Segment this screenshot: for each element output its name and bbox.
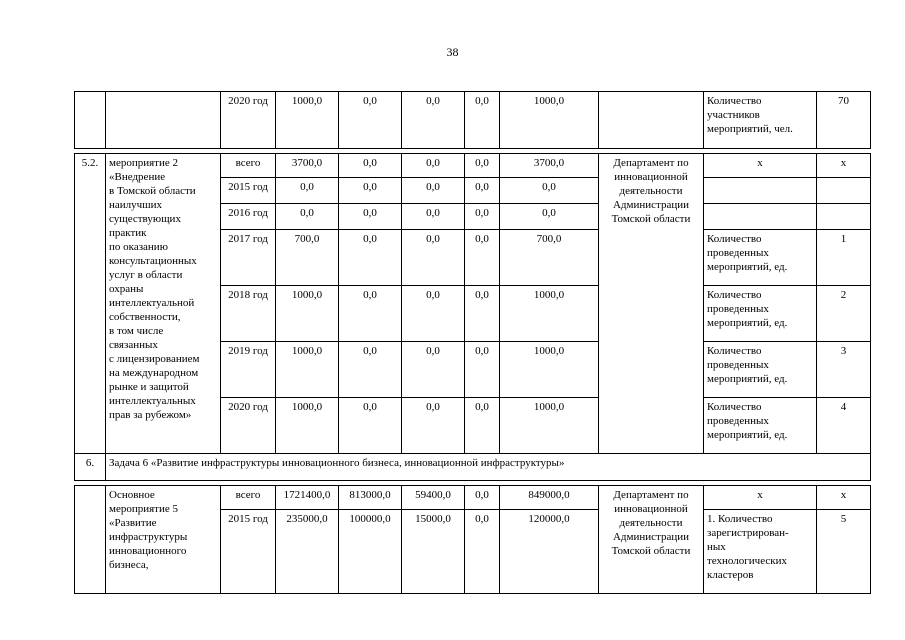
finance-federal-cell: 0,0 [339, 230, 402, 286]
table-row [75, 154, 871, 178]
year-cell: 2019 год [221, 342, 276, 398]
year-cell: всего [221, 486, 276, 510]
finance-other-cell: 3700,0 [500, 154, 599, 178]
finance-other-cell: 0,0 [500, 178, 599, 204]
finance-total-cell: 1000,0 [276, 92, 339, 149]
finance-total-cell: 1000,0 [276, 286, 339, 342]
year-cell: 2017 год [221, 230, 276, 286]
finance-other-cell: 120000,0 [500, 510, 599, 594]
target-cell [817, 178, 871, 204]
finance-local-cell: 0,0 [465, 154, 500, 178]
finance-local-cell: 0,0 [465, 286, 500, 342]
row-number-cell: 6. [75, 454, 106, 481]
row-number-cell [75, 486, 106, 594]
finance-local-cell: 0,0 [465, 510, 500, 594]
finance-regional-cell: 0,0 [402, 204, 465, 230]
finance-regional-cell: 0,0 [402, 92, 465, 149]
finance-regional-cell: 0,0 [402, 398, 465, 454]
executor-cell: Департамент по инновационной деятельности Администрации Томской области [599, 486, 704, 594]
finance-regional-cell: 59400,0 [402, 486, 465, 510]
finance-federal-cell: 0,0 [339, 342, 402, 398]
finance-local-cell: 0,0 [465, 486, 500, 510]
finance-regional-cell: 0,0 [402, 154, 465, 178]
finance-total-cell: 1000,0 [276, 398, 339, 454]
target-cell: х [817, 154, 871, 178]
indicator-cell [704, 178, 817, 204]
finance-other-cell: 1000,0 [500, 342, 599, 398]
executor-cell: Департамент по инновационной деятельности Администрации Томской области [599, 154, 704, 286]
year-cell: 2015 год [221, 510, 276, 594]
target-cell: 1 [817, 230, 871, 286]
indicator-cell: х [704, 154, 817, 178]
target-cell: 3 [817, 342, 871, 398]
finance-local-cell: 0,0 [465, 204, 500, 230]
finance-total-cell: 1721400,0 [276, 486, 339, 510]
event-name-cell: мероприятие 2 «Внедрение в Томской области наилучших существующих практик по оказанию консультационных услуг в области охраны интеллектуальной собственности, в том числе связанных с лицензированием на международном рынке и защитой интеллектуальных прав за рубежом» [106, 154, 221, 454]
executor-cell [599, 286, 704, 454]
finance-local-cell: 0,0 [465, 92, 500, 149]
finance-federal-cell: 0,0 [339, 398, 402, 454]
finance-local-cell: 0,0 [465, 230, 500, 286]
target-cell [817, 204, 871, 230]
program-table [74, 91, 871, 594]
target-cell: 2 [817, 286, 871, 342]
finance-federal-cell: 0,0 [339, 204, 402, 230]
finance-federal-cell: 813000,0 [339, 486, 402, 510]
finance-federal-cell: 0,0 [339, 92, 402, 149]
finance-regional-cell: 0,0 [402, 286, 465, 342]
year-cell: всего [221, 154, 276, 178]
table-row [75, 92, 871, 149]
finance-regional-cell: 0,0 [402, 178, 465, 204]
finance-federal-cell: 0,0 [339, 154, 402, 178]
event-name-cell [106, 92, 221, 149]
indicator-cell: Количество участников мероприятий, чел. [704, 92, 817, 149]
target-cell: 70 [817, 92, 871, 149]
finance-total-cell: 235000,0 [276, 510, 339, 594]
finance-local-cell: 0,0 [465, 398, 500, 454]
finance-other-cell: 0,0 [500, 204, 599, 230]
finance-other-cell: 849000,0 [500, 486, 599, 510]
finance-federal-cell: 0,0 [339, 286, 402, 342]
year-cell: 2020 год [221, 398, 276, 454]
finance-other-cell: 1000,0 [500, 398, 599, 454]
finance-regional-cell: 15000,0 [402, 510, 465, 594]
finance-total-cell: 700,0 [276, 230, 339, 286]
finance-regional-cell: 0,0 [402, 230, 465, 286]
year-cell: 2015 год [221, 178, 276, 204]
table-row [75, 454, 871, 481]
finance-other-cell: 700,0 [500, 230, 599, 286]
target-cell: х [817, 486, 871, 510]
task-title-cell: Задача 6 «Развитие инфраструктуры инновационного бизнеса, инновационной инфраструктуры» [106, 454, 871, 481]
finance-regional-cell: 0,0 [402, 342, 465, 398]
page-number: 38 [446, 45, 459, 59]
target-cell: 4 [817, 398, 871, 454]
finance-other-cell: 1000,0 [500, 92, 599, 149]
year-cell: 2020 год [221, 92, 276, 149]
executor-cell [599, 92, 704, 149]
row-number-cell: 5.2. [75, 154, 106, 454]
target-cell: 5 [817, 510, 871, 594]
finance-federal-cell: 0,0 [339, 178, 402, 204]
indicator-cell: Количество проведенных мероприятий, ед. [704, 398, 817, 454]
finance-total-cell: 0,0 [276, 178, 339, 204]
finance-total-cell: 1000,0 [276, 342, 339, 398]
indicator-cell [704, 204, 817, 230]
finance-total-cell: 3700,0 [276, 154, 339, 178]
indicator-cell: Количество проведенных мероприятий, ед. [704, 342, 817, 398]
finance-local-cell: 0,0 [465, 342, 500, 398]
finance-federal-cell: 100000,0 [339, 510, 402, 594]
year-cell: 2016 год [221, 204, 276, 230]
finance-total-cell: 0,0 [276, 204, 339, 230]
finance-other-cell: 1000,0 [500, 286, 599, 342]
year-cell: 2018 год [221, 286, 276, 342]
indicator-cell: Количество проведенных мероприятий, ед. [704, 230, 817, 286]
indicator-cell: х [704, 486, 817, 510]
indicator-cell: Количество проведенных мероприятий, ед. [704, 286, 817, 342]
event-name-cell: Основное мероприятие 5 «Развитие инфраструктуры инновационного бизнеса, [106, 486, 221, 594]
table-row [75, 486, 871, 510]
finance-local-cell: 0,0 [465, 178, 500, 204]
indicator-cell: 1. Количество зарегистрирован- ных технологических кластеров [704, 510, 817, 594]
row-number-cell [75, 92, 106, 149]
